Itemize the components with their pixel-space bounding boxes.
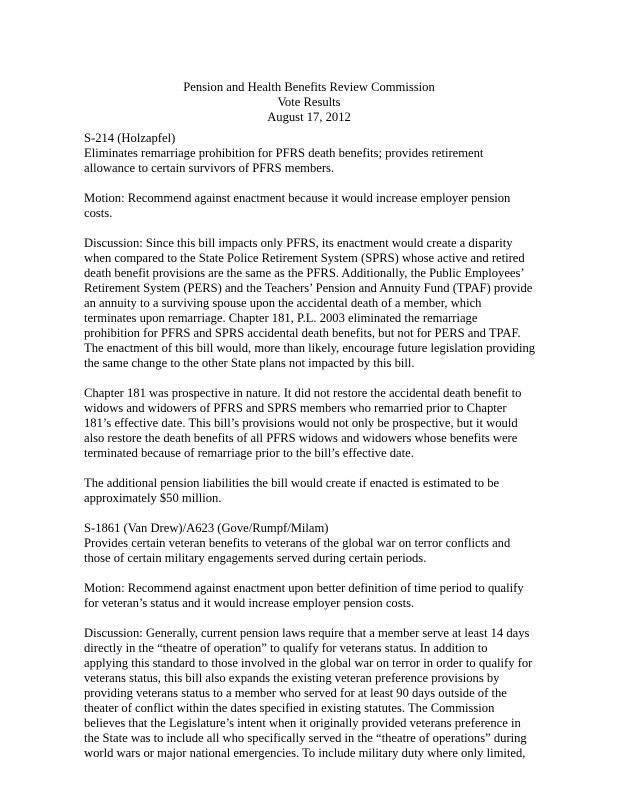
text-line: the same change to the other State plans not impacted by this bill. [84, 356, 415, 370]
bill-discussion [84, 626, 533, 761]
text-line: allowance to certain survivors of PFRS members. [84, 161, 335, 175]
bill-liability [84, 476, 524, 506]
text-line: Motion: Recommend against enactment upon better definition of time period to qualify [84, 581, 524, 595]
commission-title: Pension and Health Benefits Review Commission [183, 80, 435, 94]
text-line: those of certain military engagements served during certain periods. [84, 551, 427, 565]
document-body [84, 131, 536, 761]
text-line: The enactment of this bill would, more than likely, encourage future legislation providing [84, 341, 536, 355]
bill-id: S-1861 (Van Drew)/A623 (Gove/Rumpf/Milam) [84, 521, 329, 535]
text-line: for veteran’s status and it would increase employer pension costs. [84, 596, 415, 610]
meeting-date: August 17, 2012 [267, 110, 351, 124]
text-line: veterans status, this bill also expands the existing veteran preference provisions by [84, 671, 500, 685]
bill-motion [84, 581, 524, 611]
text-line: theater of conflict within the dates specified in existing statutes. The Commission [84, 701, 495, 715]
text-line: also restore the death benefits of all PFRS widows and widowers whose benefits were [84, 431, 518, 445]
text-line: costs. [84, 206, 113, 220]
bill-discussion [84, 236, 536, 371]
text-line: Retirement System (PERS) and the Teachers’ Pension and Annuity Fund (TPAF) provide [84, 281, 533, 295]
bill-id: S-214 (Holzapfel) [84, 131, 176, 145]
text-line: Eliminates remarriage prohibition for PFRS death benefits; provides retirement [84, 146, 484, 160]
text-line: Provides certain veteran benefits to veterans of the global war on terror conflicts and [84, 536, 511, 550]
text-line: The additional pension liabilities the bill would create if enacted is estimated to be [84, 476, 500, 490]
bill-summary [84, 536, 524, 566]
text-line: world wars or major national emergencies. To include military duty where only limited, [84, 746, 526, 760]
text-line: applying this standard to those involved in the global war on terror in order to qualify for [84, 656, 533, 670]
text-line: when compared to the State Police Retirement System (SPRS) whose active and retired [84, 251, 525, 265]
text-line: Discussion: Generally, current pension laws require that a member serve at least 14 days [84, 626, 530, 640]
bill-summary [84, 146, 524, 176]
text-line: prohibition for PFRS and SPRS accidental death benefits, but not for PERS and TPAF. [84, 326, 521, 340]
text-line: Chapter 181 was prospective in nature. It did not restore the accidental death benefit to [84, 386, 522, 400]
text-line: Motion: Recommend against enactment because it would increase employer pension [84, 191, 511, 205]
document-header [0, 80, 618, 125]
text-line: Discussion: Since this bill impacts only PFRS, its enactment would create a disparity [84, 236, 513, 250]
text-line: terminated because of remarriage prior to the bill’s effective date. [84, 446, 414, 460]
text-line: an annuity to a surviving spouse upon the accidental death of a member, which [84, 296, 482, 310]
text-line: widows and widowers of PFRS and SPRS members who remarried prior to Chapter [84, 401, 507, 415]
text-line: 181’s effective date. This bill’s provisions would not only be prospective, but it would [84, 416, 518, 430]
text-line: directly in the “theatre of operation” to qualify for veterans status. In addition to [84, 641, 488, 655]
text-line: the State was to include all who specifically served in the “theatre of operations” during [84, 731, 527, 745]
text-line: terminates upon remarriage. Chapter 181, P.L. 2003 eliminated the remarriage [84, 311, 478, 325]
text-line: believes that the Legislature’s intent when it originally provided veterans preference in [84, 716, 521, 730]
text-line: providing veterans status to a member who served for at least 90 days outside of the [84, 686, 507, 700]
vote-results-title: Vote Results [277, 95, 341, 109]
bill-motion [84, 191, 524, 221]
text-line: death benefit provisions are the same as the PFRS. Additionally, the Public Employees’ [84, 266, 525, 280]
text-line: approximately $50 million. [84, 491, 222, 505]
bill-chapter-note [84, 386, 524, 461]
